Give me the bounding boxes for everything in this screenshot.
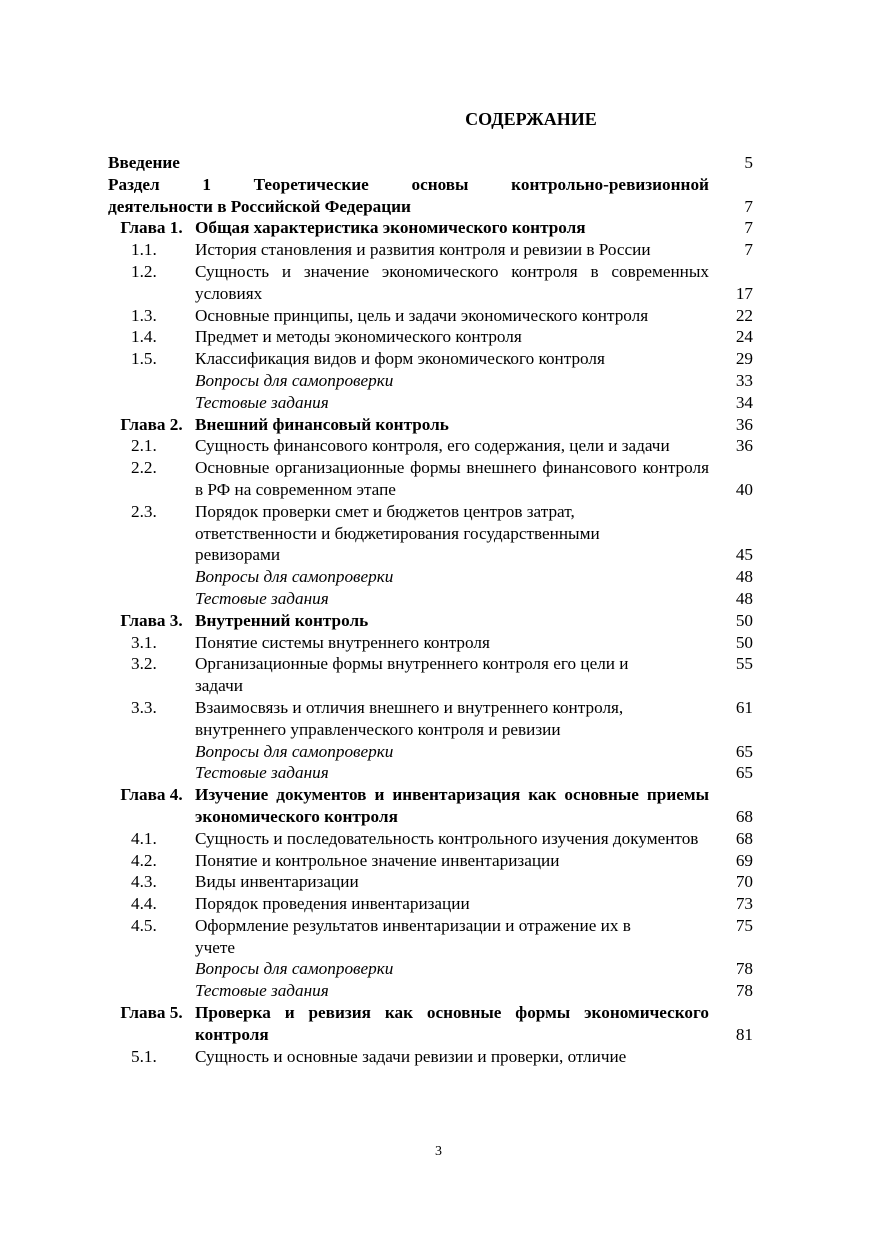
- toc-entry-number: 1.5.: [131, 349, 157, 369]
- toc-entry-page: 7: [744, 240, 753, 260]
- toc-entry-line: Оформление результатов инвентаризации и отражение их в: [195, 915, 631, 935]
- toc-entry-page: 55: [735, 654, 753, 674]
- toc-entry-text: Общая характеристика экономического контроля: [195, 218, 586, 238]
- toc-entry-number: 3.3.: [131, 697, 157, 717]
- toc-entry[interactable]: [108, 653, 753, 697]
- toc-entry[interactable]: [108, 261, 753, 305]
- toc-entry[interactable]: [108, 915, 753, 959]
- toc-entry-page: 69: [735, 850, 753, 870]
- toc-entry[interactable]: [108, 828, 753, 850]
- toc-entry-page: 34: [735, 392, 753, 412]
- razdel-word: Теоретические: [253, 174, 369, 194]
- toc-entry-line: Порядок проверки смет и бюджетов центров затрат,: [195, 501, 575, 521]
- toc-entry[interactable]: [108, 1002, 753, 1046]
- razdel-word: контрольно-ревизионной: [511, 174, 709, 194]
- toc-entry[interactable]: [108, 392, 753, 414]
- page-title: СОДЕРЖАНИЕ: [465, 109, 597, 129]
- toc-entry[interactable]: [108, 697, 753, 741]
- toc-entry-number: Глава 4.: [120, 785, 183, 805]
- toc-entry-number: 4.5.: [131, 915, 157, 935]
- toc-intro-text: Введение: [108, 153, 180, 172]
- toc-entry-number: Глава 5.: [120, 1003, 183, 1023]
- page-number: 3: [435, 1144, 442, 1159]
- toc-entry-number: 4.1.: [131, 828, 157, 848]
- toc-entry-text: Вопросы для самопроверки: [195, 370, 394, 390]
- toc-intro-page: 5: [744, 153, 753, 172]
- toc-entry-text: Сущность и значение экономического контроля в современных условиях: [195, 261, 709, 303]
- toc-entry-text: Основные принципы, цель и задачи экономического контроля: [195, 305, 649, 325]
- toc-entry-text: [195, 697, 709, 741]
- toc-entry-number: Глава 2.: [120, 414, 183, 434]
- toc-entry-line: Взаимосвязь и отличия внешнего и внутреннего контроля,: [195, 697, 624, 717]
- toc-entry-number: 1.4.: [131, 327, 157, 347]
- toc-razdel[interactable]: [108, 174, 753, 218]
- toc-entry[interactable]: [108, 326, 753, 348]
- toc-entry-page: 68: [735, 828, 753, 848]
- toc-entry-page: 24: [735, 327, 753, 347]
- toc-entry[interactable]: [108, 217, 753, 239]
- toc-entry-page: 78: [735, 959, 753, 979]
- toc-entry-page: 48: [735, 567, 753, 587]
- toc-entry-page: 65: [735, 763, 753, 783]
- toc-entry-number: 5.1.: [131, 1046, 157, 1066]
- toc-entry-text: Порядок проведения инвентаризации: [195, 894, 470, 914]
- toc-entry[interactable]: [108, 501, 753, 566]
- toc-entry[interactable]: [108, 893, 753, 915]
- toc-entry-page: 78: [735, 981, 753, 1001]
- toc-entry-page: 75: [735, 915, 753, 935]
- toc-entry-text: Тестовые задания: [195, 588, 329, 608]
- toc-entry-page: 73: [735, 894, 753, 914]
- toc-entry-number: 4.4.: [131, 894, 157, 914]
- toc-entry-text: Внутренний контроль: [195, 610, 369, 630]
- toc-entry-page: 33: [735, 370, 753, 390]
- toc-entry-page: 68: [735, 806, 753, 826]
- toc-entry[interactable]: [108, 239, 753, 261]
- toc-entry-page: 7: [744, 218, 753, 238]
- toc-entry-line: ответственности и бюджетирования государственными: [195, 523, 600, 543]
- toc-entry-text: Сущность и основные задачи ревизии и проверки, отличие: [195, 1046, 627, 1066]
- toc-entry-page: 70: [735, 872, 753, 892]
- toc-entry-number: 3.1.: [131, 632, 157, 652]
- toc-entry-number: 1.2.: [131, 261, 157, 281]
- toc-entry[interactable]: [108, 762, 753, 784]
- toc-entry-number: Глава 1.: [120, 218, 183, 238]
- toc-entry-line: задачи: [195, 676, 243, 696]
- toc-entry-text: Сущность финансового контроля, его содержания, цели и задачи: [195, 436, 670, 456]
- toc-entry[interactable]: [108, 958, 753, 980]
- toc-entry-number: 2.2.: [131, 458, 157, 478]
- razdel-line2-text: деятельности в Российской Федерации: [108, 196, 411, 216]
- toc-entry-number: 2.3.: [131, 501, 157, 521]
- toc-entry-page: 81: [735, 1024, 753, 1044]
- toc-entry-number: 1.1.: [131, 240, 157, 260]
- toc-entry-number: 3.2.: [131, 654, 157, 674]
- toc-entry-line: Организационные формы внутреннего контроля его цели и: [195, 654, 629, 674]
- toc-entry-text: Понятие системы внутреннего контроля: [195, 632, 490, 652]
- toc-entry-page: 29: [735, 349, 753, 369]
- toc-razdel-line2: [108, 196, 753, 218]
- razdel-word: 1: [202, 174, 211, 194]
- toc-entry-page: 65: [735, 741, 753, 761]
- toc-entry[interactable]: [108, 741, 753, 763]
- toc-entry-text: Понятие и контрольное значение инвентаризации: [195, 850, 560, 870]
- toc-entry[interactable]: [108, 1046, 753, 1068]
- toc-entry-text: Сущность и последовательность контрольного изучения документов: [195, 828, 699, 848]
- toc-entry-text: [195, 501, 709, 566]
- toc-entry[interactable]: [108, 850, 753, 872]
- toc-entry[interactable]: [108, 414, 753, 436]
- toc-entry-page: 40: [735, 479, 753, 499]
- toc-entry[interactable]: [108, 435, 753, 457]
- toc-entry-text: Тестовые задания: [195, 392, 329, 412]
- toc-entry-text: Основные организационные формы внешнего финансового контроля в РФ на современном этапе: [195, 458, 709, 499]
- toc-entry[interactable]: [108, 632, 753, 654]
- toc-entry-text: Вопросы для самопроверки: [195, 567, 394, 587]
- toc-entry[interactable]: [108, 457, 753, 501]
- toc-entry[interactable]: [108, 980, 753, 1002]
- toc-entry-page: 61: [735, 697, 753, 717]
- toc-entry[interactable]: [108, 610, 753, 632]
- razdel-word: основы: [411, 174, 469, 194]
- toc-entry-text: Изучение документов и инвентаризация как основные приемы экономического контроля: [195, 785, 709, 826]
- toc-entry-text: Классификация видов и форм экономического контроля: [195, 349, 605, 369]
- razdel-word: Раздел: [108, 174, 160, 194]
- toc-entry-text: [195, 653, 709, 697]
- toc-entry-page: 36: [735, 436, 753, 456]
- toc-entry-page: 45: [735, 545, 753, 565]
- toc-entry-text: Проверка и ревизия как основные формы экономического контроля: [195, 1003, 709, 1044]
- toc-intro[interactable]: [108, 152, 753, 174]
- toc-entry-line: учете: [195, 937, 236, 957]
- toc-entry-number: Глава 3.: [120, 610, 183, 630]
- toc-entry[interactable]: [108, 588, 753, 610]
- toc-entry[interactable]: [108, 348, 753, 370]
- toc-entry[interactable]: [108, 370, 753, 392]
- table-of-contents: [108, 152, 753, 1067]
- toc-entry[interactable]: [108, 784, 753, 828]
- toc-razdel-line1: [108, 174, 709, 196]
- toc-entry-page: 22: [735, 305, 753, 325]
- toc-entry-text: Вопросы для самопроверки: [195, 741, 394, 761]
- toc-entry-page: 50: [735, 632, 753, 652]
- toc-entry[interactable]: [108, 566, 753, 588]
- razdel-page: 7: [744, 196, 753, 216]
- toc-entry-text: Тестовые задания: [195, 981, 329, 1001]
- toc-entry-text: Предмет и методы экономического контроля: [195, 327, 522, 347]
- toc-entry-text: [195, 915, 709, 959]
- toc-entry-page: 50: [735, 610, 753, 630]
- toc-entry-line: ревизорами: [195, 545, 281, 565]
- toc-entry-page: 17: [735, 283, 753, 303]
- toc-entry-number: 4.2.: [131, 850, 157, 870]
- toc-entry-text: Тестовые задания: [195, 763, 329, 783]
- toc-entry[interactable]: [108, 305, 753, 327]
- toc-entry-number: 4.3.: [131, 872, 157, 892]
- toc-entry-page: 48: [735, 588, 753, 608]
- toc-entries: [108, 217, 753, 1067]
- toc-entry-text: История становления и развития контроля и ревизии в России: [195, 240, 651, 260]
- toc-entry-text: Внешний финансовый контроль: [195, 414, 449, 434]
- toc-entry-page: 36: [735, 414, 753, 434]
- toc-entry[interactable]: [108, 871, 753, 893]
- toc-entry-number: 2.1.: [131, 436, 157, 456]
- toc-entry-text: Виды инвентаризации: [195, 872, 359, 892]
- toc-entry-text: Вопросы для самопроверки: [195, 959, 394, 979]
- toc-entry-number: 1.3.: [131, 305, 157, 325]
- toc-entry-line: внутреннего управленческого контроля и ревизии: [195, 719, 561, 739]
